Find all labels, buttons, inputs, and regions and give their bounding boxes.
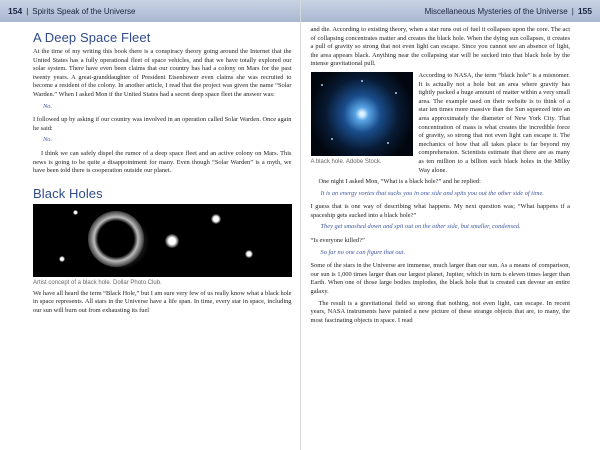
header-separator: |: [26, 6, 29, 16]
quote: So far no one can figure that out.: [320, 248, 406, 256]
page-number: 154: [8, 6, 23, 16]
section-title: Black Holes: [33, 185, 103, 201]
paragraph: I followed up by asking if our country was involved in an operation called Solar Warden. Once again he said:: [33, 116, 292, 132]
running-head: Miscellaneous Mysteries of the Universe: [424, 6, 568, 16]
black-hole-stock-photo: [311, 72, 413, 156]
image-block: [311, 72, 419, 168]
paragraph: One night I asked Mon, “What is a black hole?” and he replied:: [318, 178, 481, 186]
quote: It is an energy vortex that sucks you in one side and spits you out the other side of time.: [320, 189, 544, 197]
black-hole-halo: [88, 211, 144, 267]
left-running-header: [0, 0, 300, 22]
paragraph: Some of the stars in the Universe are immense, much larger than our sun. As a means of comparison, our sun is 1,000 times larger than our largest planet, Jupiter, which in turn is eleven times larger than Earth. When one of those large bodies implodes, the black hole that is created can devour an entire galaxy.: [310, 262, 570, 296]
star-dot: [321, 84, 323, 86]
paragraph: According to NASA, the term “black hole” is a misnomer. It is actually not a hole but an area where gravity has tightly packed a huge amount of matter within a very small area. The example used on their website is to think of a star ten times more massive than the Sun squeezed into an area approximately the diameter of New York City. That concentration of mass is what creates the incredible force of gravity, so strong that not even light can escape it. The mechanics of how that all takes place is far beyond my comprehension. Scientists estimate that there are as many as ten million to a billion such black holes in the Milky Way alone.: [418, 71, 570, 174]
paragraph: At the time of my writing this book there is a conspiracy theory going around the Internet that the United States has a fully operational fleet of space vehicles, and that we have totally explored our solar system. There have even been claims that our country has had a colony on Mars for the past twenty years. A great-granddaughter of President Eisenhower even claims she was recruited to become a resident of the colony. In another article, I read that the project was given the name “Solar Warden.” When I asked Mon if the United States had a secret deep space fleet the answer was:: [33, 48, 292, 98]
star-dot: [361, 80, 363, 82]
star-dot: [387, 142, 389, 144]
black-hole-photo: [33, 204, 292, 277]
star: [59, 256, 65, 262]
header-separator: |: [571, 6, 574, 16]
right-page: [301, 0, 600, 450]
star: [211, 214, 221, 224]
star: [165, 234, 179, 248]
quote: No.: [43, 102, 53, 110]
star-dot: [331, 138, 333, 140]
paragraph: We have all heard the term “Black Hole,” but I am sure very few of us really know what a black hole in space represents. All stars in the Universe have a life span. In time, every star in space, including our sun will burn out from exhausting its fuel: [33, 289, 292, 314]
quote: They get smashed down and spit out on the other side, but smaller, condensed.: [320, 223, 521, 231]
section-title: A Deep Space Fleet: [33, 30, 151, 45]
star: [73, 210, 78, 215]
paragraph: I guess that is one way of describing what happens. My next question was; “What happens if a spaceship gets sucked into a black hole?”: [310, 203, 570, 219]
running-head: Spirits Speak of the Universe: [32, 6, 136, 16]
paragraph: The result is a gravitational field so strong that nothing, not even light, can escape. In recent years, NASA instruments have painted a new picture of these strange objects that are, to many, the most fascinating objects in space. I read: [310, 299, 570, 324]
page-number: 155: [577, 6, 592, 16]
left-page-content: [0, 24, 300, 450]
star: [245, 250, 253, 258]
paragraph: I think we can safely dispel the rumor of a deep space fleet and an active colony on Mars. This news is going to be quite a disappointment for many. Even though “Solar Warden” is a myth, we have been told there is cooperation outside our planet.: [33, 149, 292, 175]
image-caption: A black hole. Adobe Stock.: [310, 158, 382, 165]
quote: No.: [43, 136, 53, 144]
paragraph: and die. According to existing theory, when a star runs out of fuel it collapses upon the core. The act of collapsing concentrates matter and creates the black hole. When the dying sun collapses, it creates a pull of gravity so strong that not even light can escape. Since you cannot see an absence of light, the area appears black. Anything near the collapsing star will be sucked into that black hole by the intense gravitational pull.: [310, 26, 570, 68]
right-running-header: [301, 0, 600, 22]
image-caption: Artist concept of a black hole. Dollar Photo Club.: [33, 279, 162, 286]
right-page-content: [301, 24, 600, 450]
paragraph: “Is everyone killed?”: [310, 237, 365, 245]
star-dot: [395, 92, 397, 94]
